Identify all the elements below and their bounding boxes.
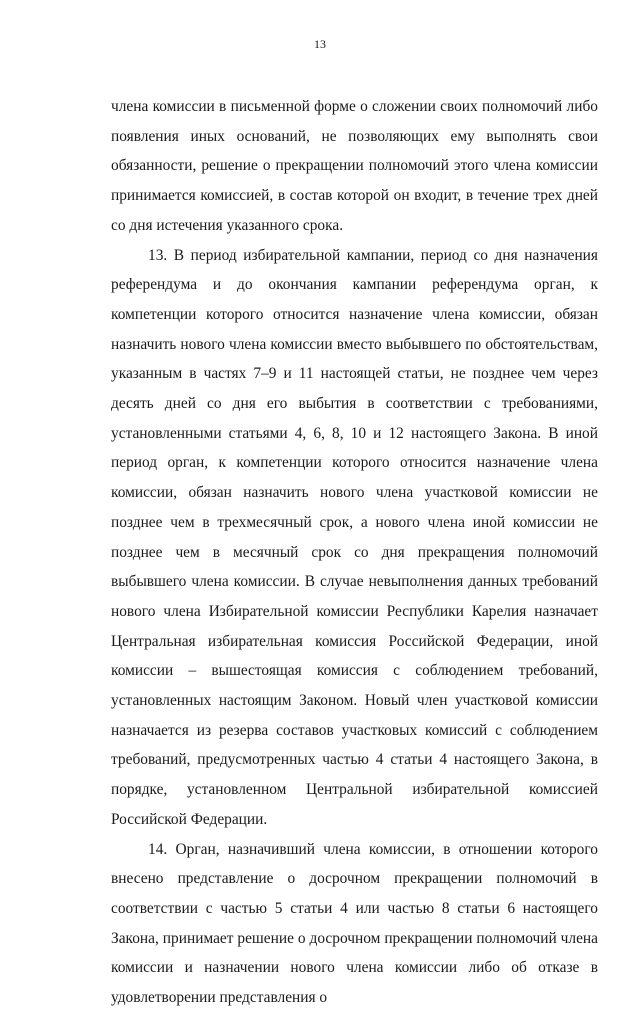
page-number: 13 [314,37,326,51]
paragraph-14: 14. Орган, назначивший члена комиссии, в отношении которого внесено представление о досрочном прекращении полномочий в соответствии с частью 5 статьи 4 или частью 8 статьи 6 настоящего Закона, принимает решение о досрочном прекращении полномочий члена комиссии и назначении нового члена комиссии либо об отказе в удовлетворении представления о [111,840,598,1007]
document-body [111,92,598,1013]
paragraph-12-continuation: члена комиссии в письменной форме о сложении своих полномочий либо появления иных оснований, не позволяющих ему выполнять свои обязанности, решение о прекращении полномочий этого члена комиссии принимается комиссией, в состав которой он входит, в течение трех дней со дня истечения указанного срока. [111,98,598,234]
paragraph-13: 13. В период избирательной кампании, период со дня назначения референдума и до окончания кампании референдума орган, к компетенции которого относится назначение члена комиссии, обязан назначить нового члена комиссии вместо выбывшего по обстоятельствам, указанным в частях 7–9 и 11 настоящей статьи, не позднее чем через десять дней со дня его выбытия в соответствии с требованиями, установленными статьями 4, 6, 8, 10 и 12 настоящего Закона. В иной период орган, к компетенции которого относится назначение члена комиссии, обязан назначить нового члена участковой комиссии не позднее чем в трехмесячный срок, а нового члена иной комиссии не позднее чем в месячный срок со дня прекращения полномочий выбывшего члена комиссии. В случае невыполнения данных требований нового члена Избирательной комиссии Республики Карелия назначает Центральная избирательная комиссия Российской Федерации, иной комиссии – вышестоящая комиссия с соблюдением требований, установленных настоящим Законом. Новый член участковой комиссии назначается из резерва составов участковых комиссий с соблюдением требований, предусмотренных частью 4 статьи 4 настоящего Закона, в порядке, установленном Центральной избирательной комиссией Российской Федерации. [111,246,598,828]
